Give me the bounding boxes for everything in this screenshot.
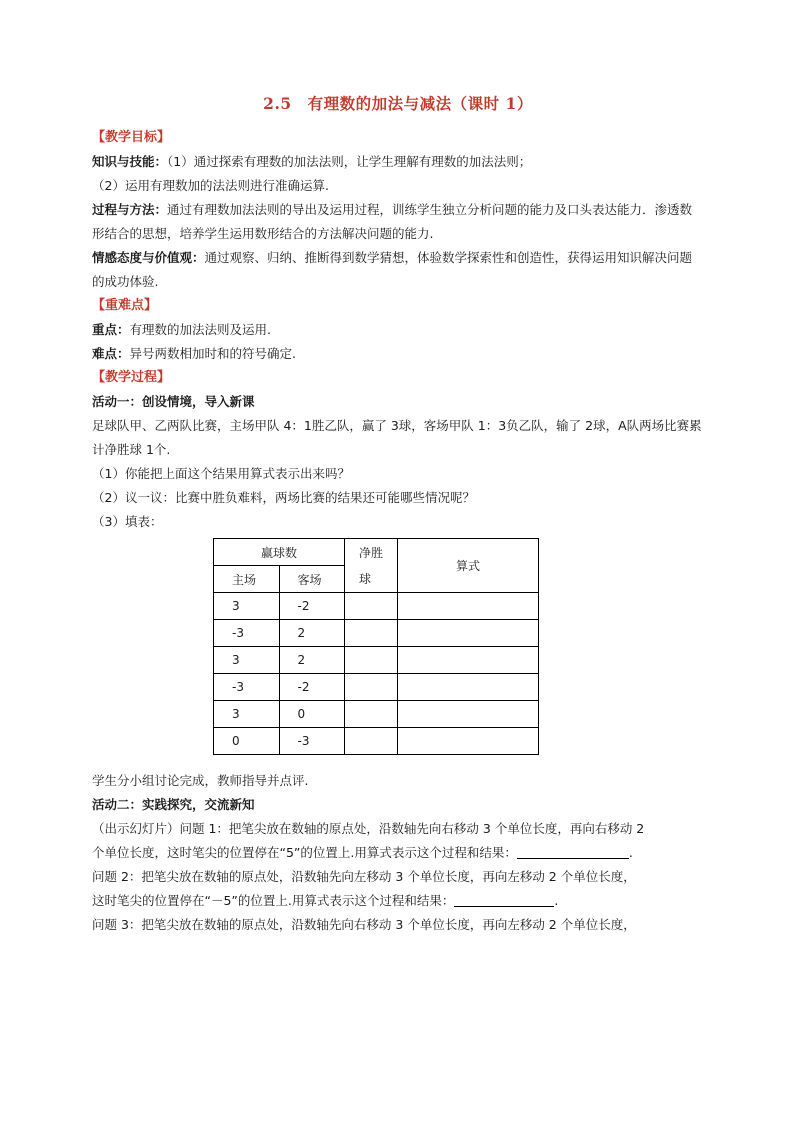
knowledge-line-1 (92, 150, 704, 174)
home-cell: -3 (214, 620, 280, 647)
section-heading-keys: 【重难点】 (92, 298, 158, 313)
table-header-home: 主场 (214, 566, 280, 593)
away-cell: -3 (279, 728, 345, 755)
problem-1-text: 个单位长度，这时笔尖的位置停在“5”的位置上.用算式表示这个过程和结果： (92, 845, 517, 860)
problem-1-line-1: （出示幻灯片）问题 1：把笔尖放在数轴的原点处，沿数轴先向右移动 3 个单位长度，再向右移动 2 (92, 821, 645, 836)
answer-blank-2[interactable] (454, 892, 554, 907)
problem-2-line-1: 问题 2：把笔尖放在数轴的原点处，沿数轴先向左移动 3 个单位长度，再向左移动 2 个单位长度， (92, 869, 636, 884)
net-cell[interactable] (345, 647, 398, 674)
process-text: 通过有理数加法法则的导出及运用过程，训练学生独立分析问题的能力及口头表达能力．渗透数形结合的思想，培养学生运用数形结合的方法解决问题的能力. (92, 202, 693, 241)
difficult-text: 异号两数相加时和的符号确定. (129, 346, 296, 361)
away-cell: -2 (279, 674, 345, 701)
home-cell: 3 (214, 647, 280, 674)
difficult-label: 难点： (92, 346, 130, 361)
emotion-paragraph (92, 246, 704, 294)
problem-2-text: 这时笔尖的位置停在“－5”的位置上.用算式表示这个过程和结果： (92, 893, 455, 908)
problem-1-line-2 (92, 841, 704, 865)
question-1: （1）你能把上面这个结果用算式表示出来吗？ (92, 466, 350, 481)
table-header-away: 客场 (279, 566, 345, 593)
formula-cell[interactable] (398, 728, 539, 755)
key-label: 重点： (92, 322, 130, 337)
table-header-net (345, 539, 398, 593)
emotion-text: 通过观察、归纳、推断得到数学猜想，体验数学探索性和创造性，获得运用知识解决问题的成功体验. (92, 250, 693, 289)
formula-cell[interactable] (398, 674, 539, 701)
home-cell: -3 (214, 674, 280, 701)
formula-cell[interactable] (398, 593, 539, 620)
table-row (214, 593, 539, 620)
key-point (92, 318, 704, 342)
table-header-goals: 赢球数 (214, 539, 345, 566)
away-cell: 2 (279, 620, 345, 647)
net-cell[interactable] (345, 701, 398, 728)
table-row (214, 674, 539, 701)
problem-3-line-1: 问题 3：把笔尖放在数轴的原点处，沿数轴先向右移动 3 个单位长度，再向左移动 2 个单位长度， (92, 917, 636, 932)
knowledge-line-2: （2）运用有理数加的法法则进行准确运算. (92, 178, 329, 193)
net-label-line-2: 球 (359, 571, 372, 586)
activity-one-heading: 活动一：创设情境，导入新课 (92, 394, 255, 409)
page-title: 2.5 有理数的加法与减法（课时 1） (263, 94, 533, 113)
home-cell: 3 (214, 593, 280, 620)
emotion-label: 情感态度与价值观： (92, 250, 205, 265)
question-3: （3）填表： (92, 514, 163, 529)
process-paragraph (92, 198, 704, 246)
net-cell[interactable] (345, 674, 398, 701)
process-label: 过程与方法： (92, 202, 168, 217)
question-2: （2）议一议：比赛中胜负难料，两场比赛的结果还可能哪些情况呢？ (92, 490, 475, 505)
document-page (92, 92, 704, 937)
period-2: . (554, 893, 559, 908)
knowledge-text-1: （1）通过探索有理数的加法法则，让学生理解有理数的加法法则； (167, 154, 532, 169)
section-heading-goals: 【教学目标】 (92, 130, 171, 145)
period-1: . (628, 845, 633, 860)
table-row (214, 701, 539, 728)
table-row (214, 620, 539, 647)
knowledge-label: 知识与技能： (92, 154, 168, 169)
table-row (214, 647, 539, 674)
formula-cell[interactable] (398, 620, 539, 647)
section-heading-process: 【教学过程】 (92, 370, 171, 385)
away-cell: -2 (279, 593, 345, 620)
away-cell: 0 (279, 701, 345, 728)
net-cell[interactable] (345, 728, 398, 755)
table-row (214, 728, 539, 755)
table-header-formula: 算式 (398, 539, 539, 593)
net-label-line-1: 净胜 (359, 545, 384, 560)
problem-2-line-2 (92, 889, 704, 913)
home-cell: 0 (214, 728, 280, 755)
home-cell: 3 (214, 701, 280, 728)
away-cell: 2 (279, 647, 345, 674)
net-cell[interactable] (345, 593, 398, 620)
intro-paragraph: 足球队甲、乙两队比赛，主场甲队 4：1胜乙队，赢了 3球，客场甲队 1：3负乙队，输了 2球，A队两场比赛累计净胜球 1个. (92, 418, 702, 457)
formula-cell[interactable] (398, 701, 539, 728)
fill-in-table (213, 538, 539, 755)
answer-blank-1[interactable] (517, 844, 629, 859)
activity-two-heading: 活动二：实践探究，交流新知 (92, 797, 255, 812)
formula-cell[interactable] (398, 647, 539, 674)
net-cell[interactable] (345, 620, 398, 647)
key-text: 有理数的加法法则及运用. (129, 322, 271, 337)
difficult-point (92, 342, 704, 366)
group-discussion-note: 学生分小组讨论完成，教师指导并点评. (92, 773, 309, 788)
